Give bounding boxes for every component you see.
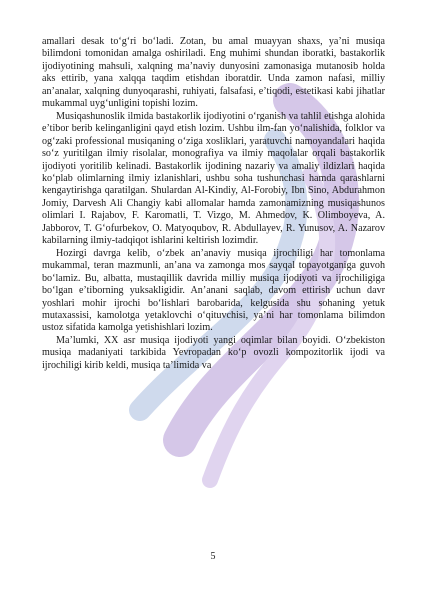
paragraph-3: Hozirgi davrga kelib, o‘zbek an’anaviy musiqa ijrochiligi har tomonlama mukammal, teran mazmunli, an’ana va zamonga mos sayqal topayotganiga guvoh bo‘lamiz. Bu, albatta, mustaqillik davrida milliy musiqa ijodiyoti va ijrochiligiga bo‘lgan e’tiborning yuksakligidir. An’anani saqlab, davom ettirish uchun davr yoshlari mohir ijrochi bo‘lishlari barobarida, kelgusida shu sohaning yetuk mutaxassisi, kamolotga yetaklovchi o‘qituvchisi, ya’ni har tomonlama bilimdon ustoz sifatida kamolga yetishishlari lozim. <box>42 247 385 334</box>
paragraph-4: Ma’lumki, XX asr musiqa ijodiyoti yangi oqimlar bilan boyidi. O‘zbekiston musiqa madaniyati tarkibida Yevropadan ko‘p ovozli kompozitorlik ijodi va ijrochiligi kirib keldi, musiqa ta’limida va <box>42 334 385 371</box>
page-number: 5 <box>210 551 216 562</box>
paragraph-1: amallari desak to‘g‘ri bo‘ladi. Zotan, bu amal muayyan shaxs, ya’ni musiqa bilimdoni tomonidan amalga oshiriladi. Eng muhimi shundan iboratki, bastakorlik ijodiyotining mahsuli, xalqning ma’naviy dunyosini zamonasiga mutanosib holda aks ettirib, yana xalqqa taqdim etishdan iboratdir. Unda zamon nafasi, milliy an’analar, xalqning dunyoqarashi, ruhiyati, falsafasi, e’tiqodi, estetikasi kabi jihatlar mukammal uyg‘unligini topishi lozim. <box>42 36 385 110</box>
body-text <box>42 36 385 372</box>
paragraph-2: Musiqashunoslik ilmida bastakorlik ijodiyotini o‘rganish va tahlil etishga alohida e’tibor berib kelinganligini qayd etish lozim. Ushbu ilm-fan yo‘nalishida, folklor va og‘zaki professional musiqaning o‘ziga xosliklari, yaratuvchi namoyandalari haqida so‘z yuritilgan ilmiy risolalar, monografiya va ilmiy maqolalar orqali bastakorlik ijodiyoti yoritilib kelinadi. Bastakorlik ijodining nazariy va amaliy ildizlari haqida ko‘plab olimlarning ilmiy izlanishlari, ushbu soha tushunchasi hamda qarashlarni kengaytirishga qaratilgan. Shulardan Al-Kindiy, Al-Forobiy, Ibn Sino, Abdurahmon Jomiy, Darvesh Ali Changiy kabi allomalar hamda zamonamizning musiqashunos olimlari I. Rajabov, F. Karomatli, T. Vizgo, M. Ahmedov, K. Olimboyeva, A. Jabborov, T. G‘ofurbekov, O. Matyoqubov, R. Abdullayev, R. Yunusov, A. Nazarov kabilarning ilmiy-tadqiqot ishlarini keltirish lozimdir. <box>42 110 385 247</box>
